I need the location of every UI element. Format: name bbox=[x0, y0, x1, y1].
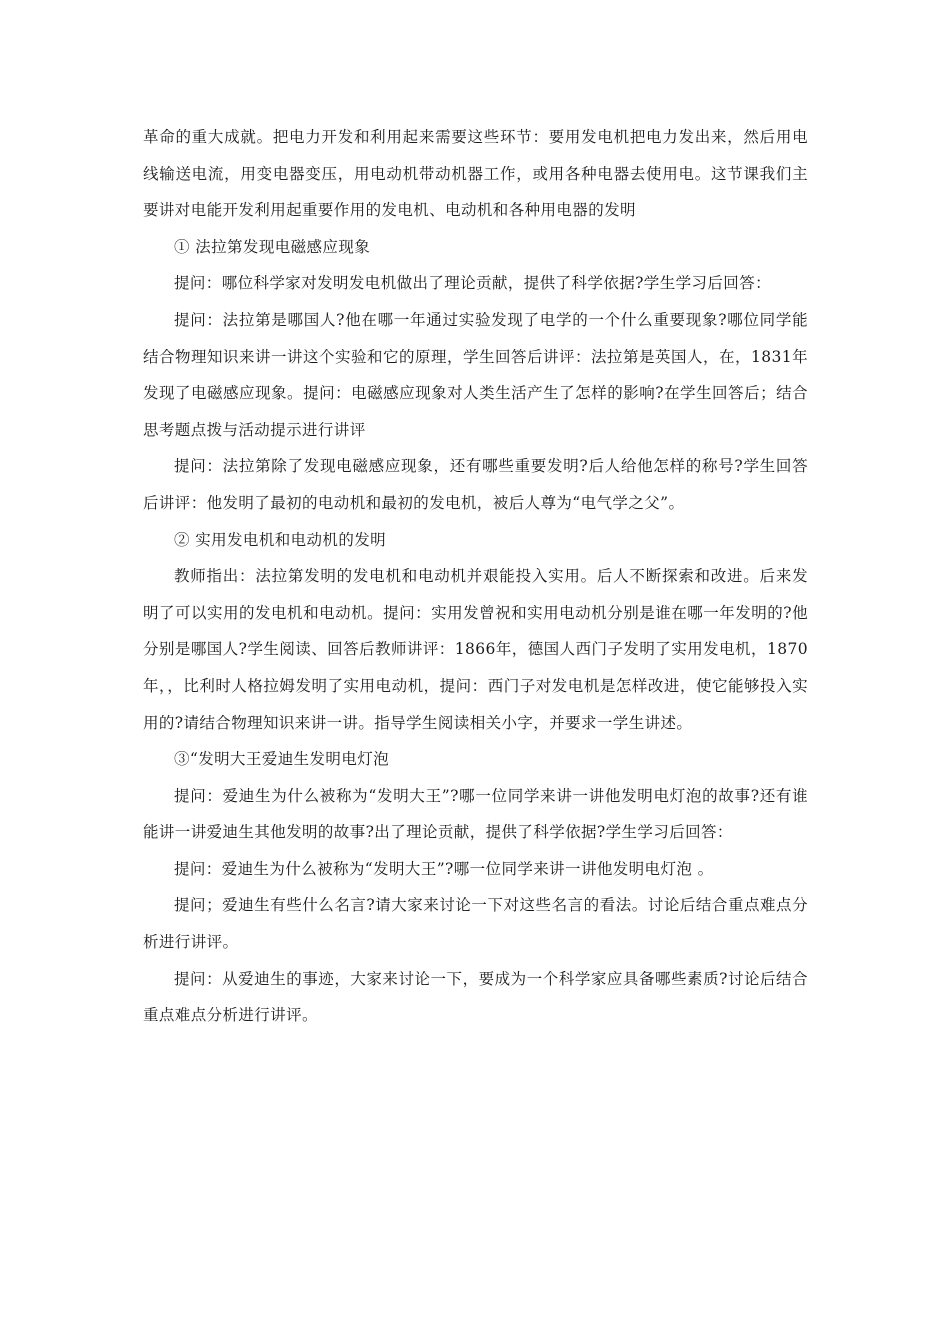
section-heading-edison: ③“发明大王爱迪生发明电灯泡 bbox=[174, 750, 390, 769]
section-heading-practical-generator: ② 实用发电机和电动机的发明 bbox=[174, 530, 387, 549]
paragraph-question-3: 提问：法拉第除了发现电磁感应现象，还有哪些重要发明?后人给他怎样的称号?学生回答后讲评：他发明了最初的电动机和最初的发电机，被后人尊为“电气学之父”。 bbox=[143, 457, 808, 512]
paragraph-question-6: 提问；爱迪生有些什么名言?请大家来讨论一下对这些名言的看法。讨论后结合重点难点分析进行讲评。 bbox=[143, 896, 808, 952]
paragraph-question-5: 提问：爱迪生为什么被称为“发明大王”?哪一位同学来讲一讲他发明电灯泡 。 bbox=[174, 859, 714, 878]
paragraph-question-2: 提问：法拉第是哪国人?他在哪一年通过实验发现了电学的一个什么重要现象?哪位同学能结合物理知识来讲一讲这个实验和它的原理，学生回答后讲评：法拉第是英国人，在，1831年发现了电磁感应现象。提问：电磁感应现象对人类生活产生了怎样的影响?在学生回答后；结合思考题点拨与活动提示进行讲评 bbox=[143, 310, 808, 439]
paragraph-question-1: 提问：哪位科学家对发明发电机做出了理论贡献，提供了科学依据?学生学习后回答： bbox=[174, 274, 772, 293]
paragraph-teacher-note: 教师指出：法拉第发明的发电机和电动机并艰能投入实用。后人不断探索和改进。后来发明了可以实用的发电机和电动机。提问：实用发曾祝和实用电动机分别是谁在哪一年发明的?他分别是哪国人?学生阅读、回答后教师讲评：1866年，德国人西门子发明了实用发电机，1870年，，比利时人格拉姆发明了实用电动机，提问：西门子对发电机是怎样改进，使它能够投入实用的?请结合物理知识来讲一讲。指导学生阅读相关小字，并要求一学生讲述。 bbox=[143, 567, 808, 732]
paragraph-question-4: 提问：爱迪生为什么被称为“发明大王”?哪一位同学来讲一讲他发明电灯泡的故事?还有谁能讲一讲爱迪生其他发明的故事?出了理论贡献，提供了科学依据?学生学习后回答： bbox=[143, 786, 808, 842]
paragraph-intro: 革命的重大成就。把电力开发和利用起来需要这些环节：要用发电机把电力发出来，然后用电线输送电流，用变电器变压，用电动机带动机器工作，或用各种电器去使用电。这节课我们主要讲对电能开发利用起重要作用的发电机、电动机和各种用电器的发明 bbox=[143, 128, 808, 220]
section-heading-faraday: ① 法拉第发现电磁感应现象 bbox=[174, 237, 371, 256]
paragraph-question-7: 提问：从爱迪生的事迹，大家来讨论一下，要成为一个科学家应具备哪些素质?讨论后结合重点难点分析进行讲评。 bbox=[143, 969, 808, 1025]
document-body bbox=[143, 119, 808, 1034]
